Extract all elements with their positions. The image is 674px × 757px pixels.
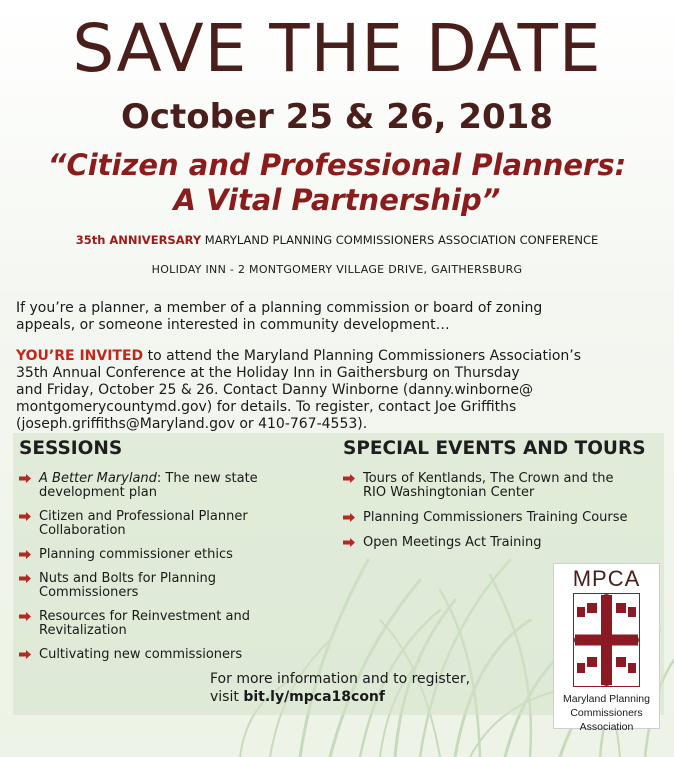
invitation-line-1: to attend the Maryland Planning Commissioners Association’s: [143, 348, 582, 364]
session-6: Cultivating new commissioners: [39, 647, 243, 662]
list-item: [343, 472, 658, 500]
conference-name-line: [0, 232, 674, 248]
logo-name-line-1: Maryland Planning: [563, 693, 650, 705]
invitation-line-2: 35th Annual Conference at the Holiday Inn in Gaithersburg on Thursday: [16, 365, 520, 381]
list-item: [19, 472, 319, 500]
registration-info: [210, 670, 500, 706]
list-item: [343, 536, 658, 550]
registration-link[interactable]: bit.ly/mpca18conf: [243, 689, 385, 705]
conference-theme: [0, 148, 674, 218]
event-1-line-1: Tours of Kentlands, The Crown and the: [363, 471, 614, 486]
invitation-paragraph: [16, 348, 661, 433]
session-5-line-2: Revitalization: [39, 623, 127, 638]
session-2-line-2: Collaboration: [39, 523, 126, 538]
event-2: Planning Commissioners Training Course: [363, 510, 628, 525]
list-item: [19, 510, 319, 538]
session-5-line-1: Resources for Reinvestment and: [39, 609, 250, 624]
venue-address: HOLIDAY INN - 2 MONTGOMERY VILLAGE DRIVE, GAITHERSBURG: [151, 263, 523, 276]
session-1-rest: : The new state: [156, 471, 258, 486]
session-4: Nuts and Bolts for Planning Commissioners: [39, 571, 217, 600]
event-date: October 25 & 26, 2018: [120, 97, 553, 137]
intro-paragraph: [16, 300, 661, 334]
visit-label: visit: [210, 689, 244, 705]
intro-line-2: appeals, or someone interested in community development…: [16, 317, 450, 333]
list-item: [19, 648, 319, 662]
session-1-italic: A Better Maryland: [39, 471, 157, 486]
arrow-bullet-icon: [19, 512, 31, 521]
events-heading: SPECIAL EVENTS AND TOURS: [343, 438, 646, 459]
sessions-list: [19, 472, 319, 672]
arrow-bullet-icon: [343, 474, 355, 483]
arrow-bullet-icon: [19, 650, 31, 659]
event-3: Open Meetings Act Training: [363, 535, 542, 550]
logo-association-name: [554, 692, 659, 734]
arrow-bullet-icon: [343, 513, 355, 522]
save-the-date-title: SAVE THE DATE: [72, 10, 602, 87]
invitation-line-3: and Friday, October 25 & 26. Contact Danny Winborne (danny.winborne@: [16, 382, 533, 398]
theme-line-1: “Citizen and Professional Planners:: [47, 148, 627, 182]
registration-line-1: For more information and to register,: [210, 671, 471, 687]
arrow-bullet-icon: [19, 574, 31, 583]
anniversary-label: 35th ANNIVERSARY: [75, 233, 202, 247]
invitation-line-5: (joseph.griffiths@Maryland.gov or 410-767-4553).: [16, 416, 368, 432]
invitation-line-4: montgomerycountymd.gov) for details. To register, contact Joe Griffiths: [16, 399, 517, 415]
arrow-bullet-icon: [343, 538, 355, 547]
arrow-bullet-icon: [19, 612, 31, 621]
mpca-logo: [553, 563, 660, 733]
list-item: [19, 548, 319, 562]
logo-name-line-2: Commissioners Association: [570, 707, 643, 733]
events-list: [343, 472, 658, 561]
list-item: [19, 572, 319, 600]
theme-line-2: A Vital Partnership”: [173, 183, 501, 217]
maryland-cross-emblem-icon: [573, 593, 640, 687]
event-1-line-2: RIO Washingtonian Center: [363, 485, 535, 500]
arrow-bullet-icon: [19, 474, 31, 483]
list-item: [343, 511, 658, 525]
intro-line-1: If you’re a planner, a member of a planning commission or board of zoning: [16, 300, 543, 316]
arrow-bullet-icon: [19, 550, 31, 559]
invitation-lead: YOU’RE INVITED: [16, 348, 144, 364]
conference-name: MARYLAND PLANNING COMMISSIONERS ASSOCIATION CONFERENCE: [201, 233, 599, 247]
logo-abbreviation: MPCA: [572, 566, 641, 591]
sessions-heading: SESSIONS: [19, 438, 123, 459]
session-1-line-2: development plan: [39, 485, 157, 500]
session-3: Planning commissioner ethics: [39, 547, 233, 562]
list-item: [19, 610, 319, 638]
session-2-line-1: Citizen and Professional Planner: [39, 509, 248, 524]
